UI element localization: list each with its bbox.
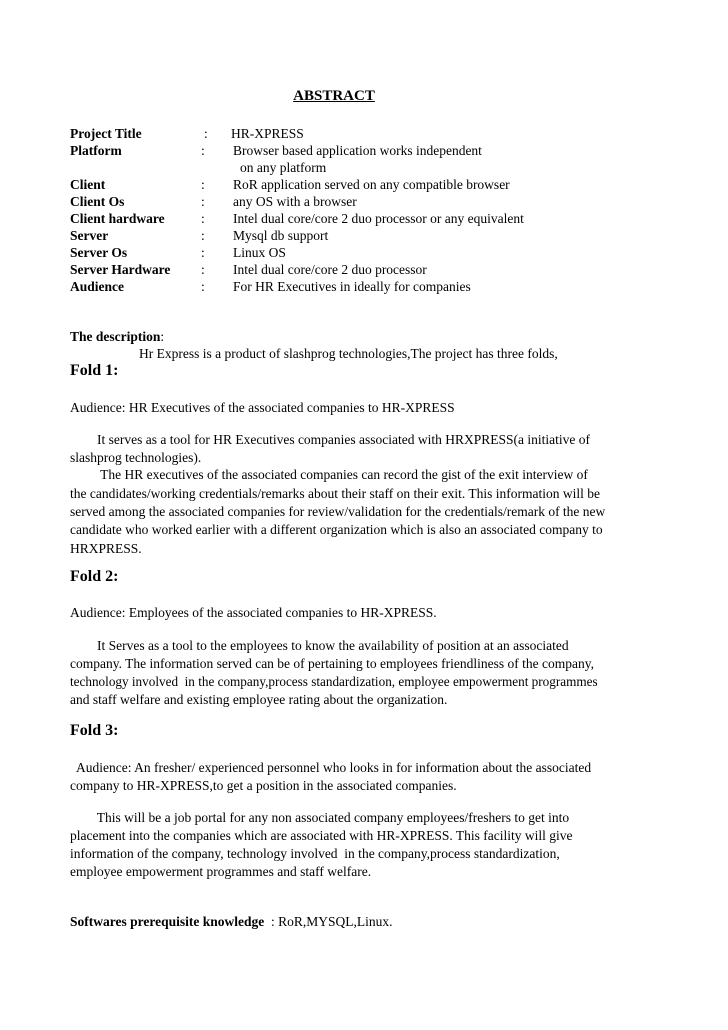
fold-3-heading: Fold 3: xyxy=(70,722,119,739)
fold-1-heading: Fold 1: xyxy=(70,362,119,379)
fold-2-line: and staff welfare and existing employee rating about the organization. xyxy=(70,692,448,707)
spec-colon: : xyxy=(201,262,205,277)
fold-2-heading: Fold 2: xyxy=(70,568,119,585)
description-label-line xyxy=(70,328,164,345)
fold-1-line: It serves as a tool for HR Executives companies associated with HRXPRESS(a initiative of xyxy=(70,432,591,447)
spec-colon: : xyxy=(201,211,205,226)
spec-colon: : xyxy=(201,279,205,294)
description-colon: : xyxy=(160,329,165,344)
fold-1-line: HRXPRESS. xyxy=(70,541,142,556)
fold-1-audience: Audience: HR Executives of the associated companies to HR-XPRESS xyxy=(70,400,455,415)
spec-value: HR-XPRESS xyxy=(231,126,304,141)
fold-2-line: It Serves as a tool to the employees to know the availability of position at an associated xyxy=(70,638,569,653)
spec-value: Intel dual core/core 2 duo processor xyxy=(233,262,427,277)
spec-label: Server xyxy=(70,228,109,243)
spec-label: Client Os xyxy=(70,194,125,209)
spec-value: Intel dual core/core 2 duo processor or any equivalent xyxy=(233,211,524,226)
spec-colon: : xyxy=(201,245,205,260)
spec-colon: : xyxy=(201,194,205,209)
spec-label: Server Os xyxy=(70,245,128,260)
fold-2-line: company. The information served can be of pertaining to employees friendliness of the company, xyxy=(70,656,594,671)
fold-3-line: This will be a job portal for any non associated company employees/freshers to get into xyxy=(70,810,570,825)
prerequisite-label: Softwares prerequisite knowledge xyxy=(70,914,265,929)
prerequisite-line xyxy=(70,913,393,930)
spec-label: Project Title xyxy=(70,126,142,141)
spec-value: Mysql db support xyxy=(233,228,329,243)
spec-value: any OS with a browser xyxy=(233,194,357,209)
spec-colon: : xyxy=(201,177,205,192)
fold-3-line: employee empowerment programmes and staff welfare. xyxy=(70,864,372,879)
fold-3-audience: Audience: An fresher/ experienced personnel who looks in for information about the associated xyxy=(70,760,592,775)
abstract-heading: ABSTRACT xyxy=(293,88,375,104)
fold-3-audience: company to HR-XPRESS,to get a position in the associated companies. xyxy=(70,778,457,793)
spec-label: Client hardware xyxy=(70,211,165,226)
spec-value: Browser based application works independent xyxy=(233,143,482,158)
spec-colon: : xyxy=(204,126,208,141)
spec-colon: : xyxy=(201,143,205,158)
fold-1-line: slashprog technologies). xyxy=(70,450,202,465)
spec-value-continued: on any platform xyxy=(240,160,327,175)
spec-value: For HR Executives in ideally for companies xyxy=(233,279,471,294)
fold-1-line: candidate who worked earlier with a different organization which is also an associated company to xyxy=(70,522,603,537)
spec-colon: : xyxy=(201,228,205,243)
spec-value: RoR application served on any compatible browser xyxy=(233,177,510,192)
spec-label: Audience xyxy=(70,279,124,294)
spec-label: Client xyxy=(70,177,106,192)
prerequisite-value: : RoR,MYSQL,Linux. xyxy=(264,914,393,929)
description-text: Hr Express is a product of slashprog technologies,The project has three folds, xyxy=(139,346,558,361)
fold-2-audience: Audience: Employees of the associated companies to HR-XPRESS. xyxy=(70,605,437,620)
spec-label: Platform xyxy=(70,143,122,158)
spec-value: Linux OS xyxy=(233,245,286,260)
fold-2-line: technology involved in the company,process standardization, employee empowerment programmes xyxy=(70,674,598,689)
fold-1-line: The HR executives of the associated companies can record the gist of the exit interview of xyxy=(70,467,588,482)
description-label: The description xyxy=(70,329,161,344)
fold-3-line: information of the company, technology involved in the company,process standardization, xyxy=(70,846,560,861)
fold-3-line: placement into the companies which are associated with HR-XPRESS. This facility will give xyxy=(70,828,573,843)
fold-1-line: the candidates/working credentials/remarks about their staff on their exit. This information will be xyxy=(70,486,600,501)
fold-1-line: served among the associated companies for review/validation for the credentials/remark of the new xyxy=(70,504,606,519)
spec-label: Server Hardware xyxy=(70,262,171,277)
